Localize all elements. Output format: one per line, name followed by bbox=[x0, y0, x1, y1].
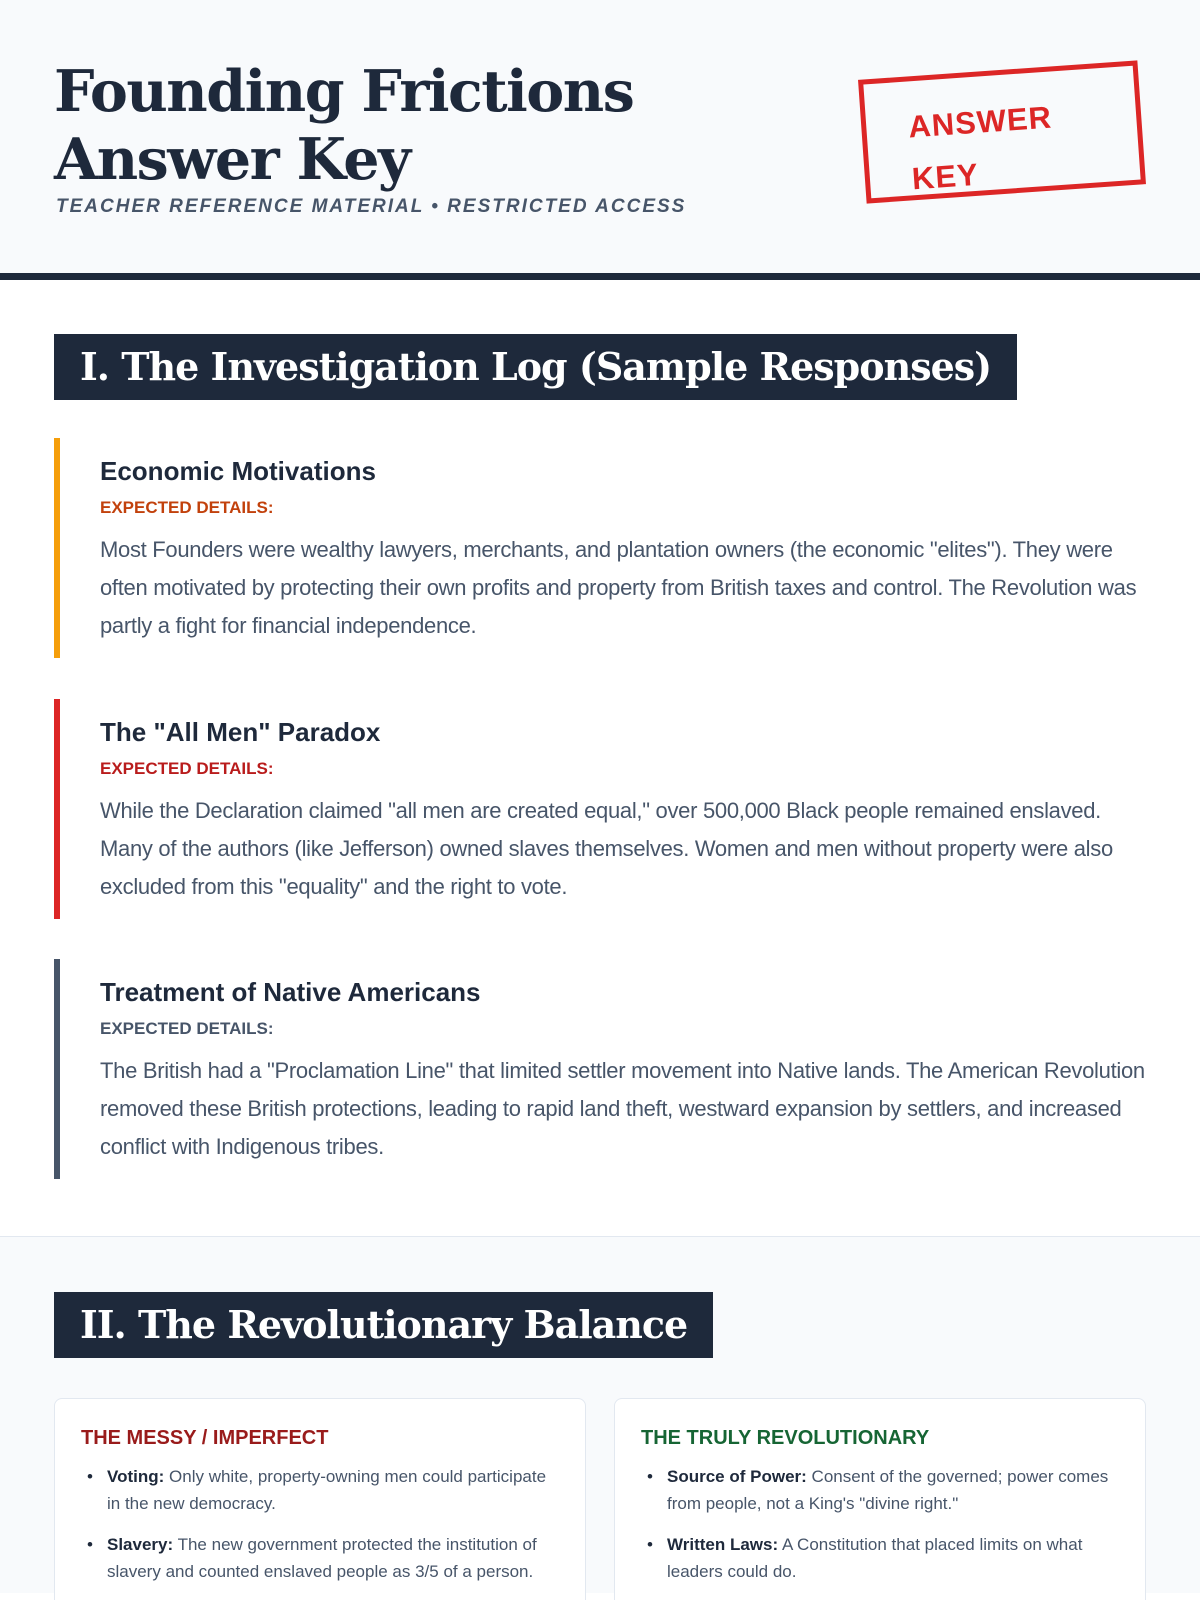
entry-text: The British had a "Proclamation Line" that limited settler movement into Native lands. The American Revolution removed these British protections, leading to rapid land theft, westward expansion by settlers, and increased conflict with Indigenous tribes. bbox=[100, 1058, 1145, 1159]
page-header bbox=[0, 0, 1200, 280]
stamp-line-2: KEY bbox=[910, 156, 980, 197]
entry-text: While the Declaration claimed "all men are created equal," over 500,000 Black people remained enslaved. Many of the authors (like Jefferson) owned slaves themselves. Women and men without property were also excluded from this "equality" and the right to vote. bbox=[100, 798, 1113, 899]
list-item bbox=[81, 1531, 559, 1585]
answer-key-stamp bbox=[858, 60, 1146, 203]
entry-title: Economic Motivations bbox=[100, 456, 376, 486]
card-title: THE MESSY / IMPERFECT bbox=[81, 1427, 329, 1449]
card-title: THE TRULY REVOLUTIONARY bbox=[641, 1427, 930, 1449]
entry-text: Most Founders were wealthy lawyers, merchants, and plantation owners (the economic "elites"). They were often motivated by protecting their own profits and property from British taxes and control. The Revolution was partly a fight for financial independence. bbox=[100, 537, 1137, 638]
card-list bbox=[641, 1463, 1119, 1585]
investigation-log-section bbox=[0, 280, 1200, 1237]
section-heading-investigation-log: I. The Investigation Log (Sample Responses) bbox=[54, 334, 1017, 400]
entry-economic-motivations bbox=[54, 438, 1148, 658]
list-item-text: Only white, property-owning men could participate in the new democracy. bbox=[107, 1467, 547, 1513]
revolutionary-balance-section bbox=[0, 1237, 1200, 1593]
card-list bbox=[81, 1463, 559, 1585]
stamp-line-1: ANSWER bbox=[907, 99, 1054, 145]
entry-title: The "All Men" Paradox bbox=[100, 717, 381, 747]
expected-details-label: EXPECTED DETAILS: bbox=[100, 498, 274, 517]
card-messy-imperfect bbox=[54, 1398, 586, 1600]
list-item-term: Slavery: bbox=[107, 1535, 174, 1554]
card-truly-revolutionary bbox=[614, 1398, 1146, 1600]
list-item-term: Source of Power: bbox=[667, 1467, 807, 1486]
list-item-term: Voting: bbox=[107, 1467, 165, 1486]
list-item bbox=[641, 1463, 1119, 1517]
list-item bbox=[641, 1531, 1119, 1585]
list-item-text: The new government protected the institution of slavery and counted enslaved people as 3/5 of a person. bbox=[107, 1535, 537, 1581]
page-title: Founding Frictions Answer Key bbox=[54, 58, 634, 193]
list-item-term: Written Laws: bbox=[667, 1535, 779, 1554]
list-item bbox=[81, 1463, 559, 1517]
page-subtitle: TEACHER REFERENCE MATERIAL • RESTRICTED ACCESS bbox=[56, 196, 687, 217]
expected-details-label: EXPECTED DETAILS: bbox=[100, 759, 274, 778]
entry-all-men-paradox bbox=[54, 699, 1148, 919]
entry-native-americans bbox=[54, 959, 1148, 1179]
section-heading-revolutionary-balance: II. The Revolutionary Balance bbox=[54, 1292, 713, 1358]
list-item-text: Consent of the governed; power comes from people, not a King's "divine right." bbox=[667, 1467, 1109, 1513]
expected-details-label: EXPECTED DETAILS: bbox=[100, 1019, 274, 1038]
list-item-text: A Constitution that placed limits on what leaders could do. bbox=[667, 1535, 1083, 1581]
entry-title: Treatment of Native Americans bbox=[100, 977, 481, 1007]
